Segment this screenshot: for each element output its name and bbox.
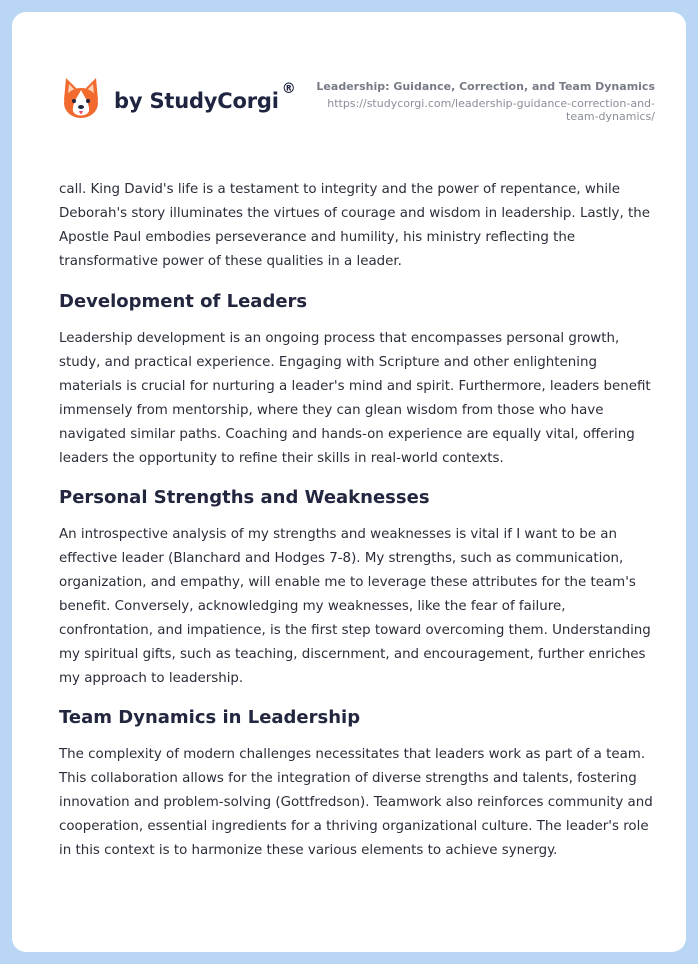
brand-name — [114, 89, 279, 113]
section-heading-strengths: Personal Strengths and Weaknesses — [59, 487, 430, 508]
document-page — [12, 12, 686, 952]
page-header — [12, 12, 686, 152]
section-heading-team-dynamics: Team Dynamics in Leadership — [59, 707, 361, 728]
intro-paragraph: call. King David's life is a testament to integrity and the power of repentance, while Deborah's story illuminates the virtues of courage and wisdom in leadership. Lastly, the Apostle Paul embodies perseverance and humility, his ministry reflecting the transformative power of these qualities in a leader. — [59, 182, 650, 269]
registered-mark: ® — [281, 81, 296, 97]
document-url-line1: https://studycorgi.com/leadership-guidance-correction-and- — [327, 97, 655, 110]
section-body-team-dynamics: The complexity of modern challenges necessitates that leaders work as part of a team. This collaboration allows for the integration of diverse strengths and talents, fostering innovation and problem-solving (Gottfredson). Teamwork also reinforces community and cooperation, essential ingredients for a thriving organizational culture. The leader's role in this context is to harmonize these various elements to achieve synergy. — [59, 747, 653, 858]
document-title: Leadership: Guidance, Correction, and Team Dynamics — [316, 80, 655, 93]
brand-wordmark: StudyCorgi — [149, 89, 279, 113]
document-content — [59, 178, 659, 878]
document-url-line2: team-dynamics/ — [566, 110, 655, 123]
document-url[interactable] — [305, 97, 655, 123]
section-heading-development: Development of Leaders — [59, 291, 308, 312]
section-body-strengths: An introspective analysis of my strengths and weaknesses is vital if I want to be an effective leader (Blanchard and Hodges 7-8). My strengths, such as communication, organization, and empathy, will enable me to leverage these attributes for the team's benefit. Conversely, acknowledging my weaknesses, like the fear of failure, confrontation, and impatience, is the first step toward overcoming them. Understanding my spiritual gifts, such as teaching, discernment, and encouragement, further enriches my approach to leadership. — [59, 527, 651, 686]
section-body-development: Leadership development is an ongoing process that encompasses personal growth, study, and practical experience. Engaging with Scripture and other enlightening materials is crucial for nurturing a leader's mind and spirit. Furthermore, leaders benefit immensely from mentorship, where they can glean wisdom from those who have navigated similar paths. Coaching and hands-on experience are equally vital, offering leaders the opportunity to refine their skills in real-world contexts. — [59, 331, 651, 466]
brand-prefix: by — [114, 89, 150, 113]
corgi-icon — [60, 76, 102, 122]
studycorgi-logo[interactable] — [60, 76, 296, 122]
document-meta — [305, 80, 655, 123]
